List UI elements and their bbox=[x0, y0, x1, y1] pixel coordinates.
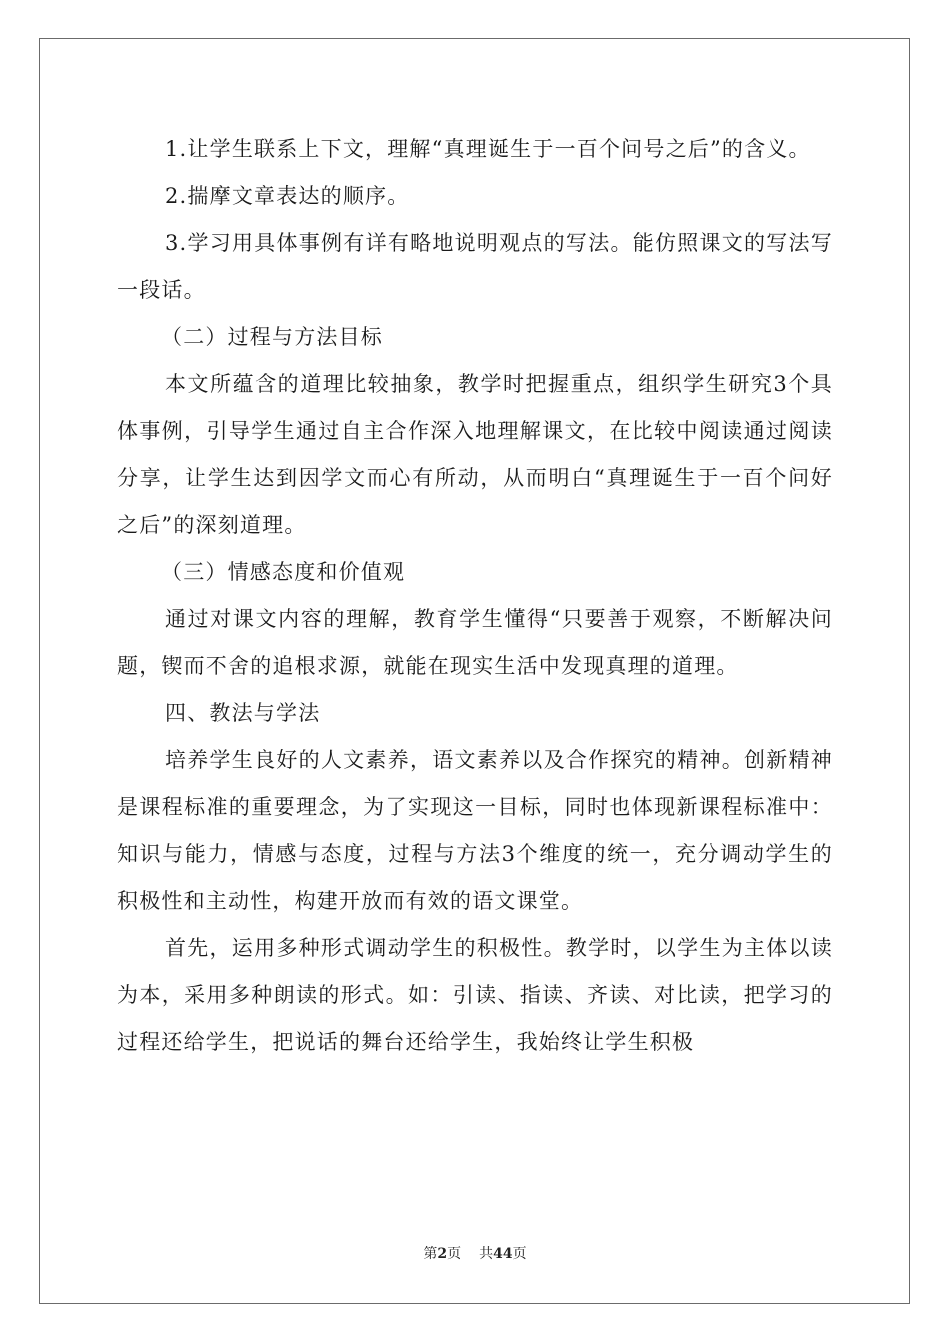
objective-3-paragraph: 3.学习用具体事例有详有略地说明观点的写法。能仿照课文的写法写一段话。 bbox=[117, 231, 833, 302]
first-method-paragraph: 首先，运用多种形式调动学生的积极性。教学时，以学生为主体以读为本，采用多种朗读的形式。如：引读、指读、齐读、对比读，把学习的过程还给学生，把说话的舞台还给学生，我始终让学生积极 bbox=[117, 936, 833, 1054]
page-prefix: 第 bbox=[423, 1246, 438, 1262]
process-method-heading: （二）过程与方法目标 bbox=[161, 325, 383, 349]
teaching-methods-heading: 四、教法与学法 bbox=[165, 701, 321, 725]
teaching-methods-paragraph: 培养学生良好的人文素养，语文素养以及合作探究的精神。创新精神是课程标准的重要理念，为了实现这一目标，同时也体现新课程标准中：知识与能力，情感与态度，过程与方法3个维度的统一，充分调动学生的积极性和主动性，构建开放而有效的语文课堂。 bbox=[117, 748, 833, 913]
document-body bbox=[117, 126, 833, 1066]
emotion-values-heading: （三）情感态度和价值观 bbox=[161, 560, 406, 584]
page-number: 2 bbox=[437, 1246, 448, 1262]
total-suffix: 页 bbox=[512, 1246, 527, 1262]
objective-2-paragraph: 2.揣摩文章表达的顺序。 bbox=[165, 184, 410, 208]
page-suffix: 页 bbox=[447, 1246, 462, 1262]
total-prefix: 共 bbox=[479, 1246, 494, 1262]
objective-1-paragraph: 1.让学生联系上下文，理解“真理诞生于一百个问号之后”的含义。 bbox=[165, 137, 811, 161]
emotion-values-paragraph: 通过对课文内容的理解，教育学生懂得“只要善于观察，不断解决问题，锲而不舍的追根求源，就能在现实生活中发现真理的道理。 bbox=[117, 607, 833, 678]
process-method-paragraph: 本文所蕴含的道理比较抽象，教学时把握重点，组织学生研究3个具体事例，引导学生通过自主合作深入地理解课文，在比较中阅读通过阅读分享，让学生达到因学文而心有所动，从而明白“真理诞生于一百个问好之后”的深刻道理。 bbox=[117, 372, 833, 537]
page-footer bbox=[0, 1243, 950, 1263]
total-pages: 44 bbox=[493, 1246, 513, 1262]
